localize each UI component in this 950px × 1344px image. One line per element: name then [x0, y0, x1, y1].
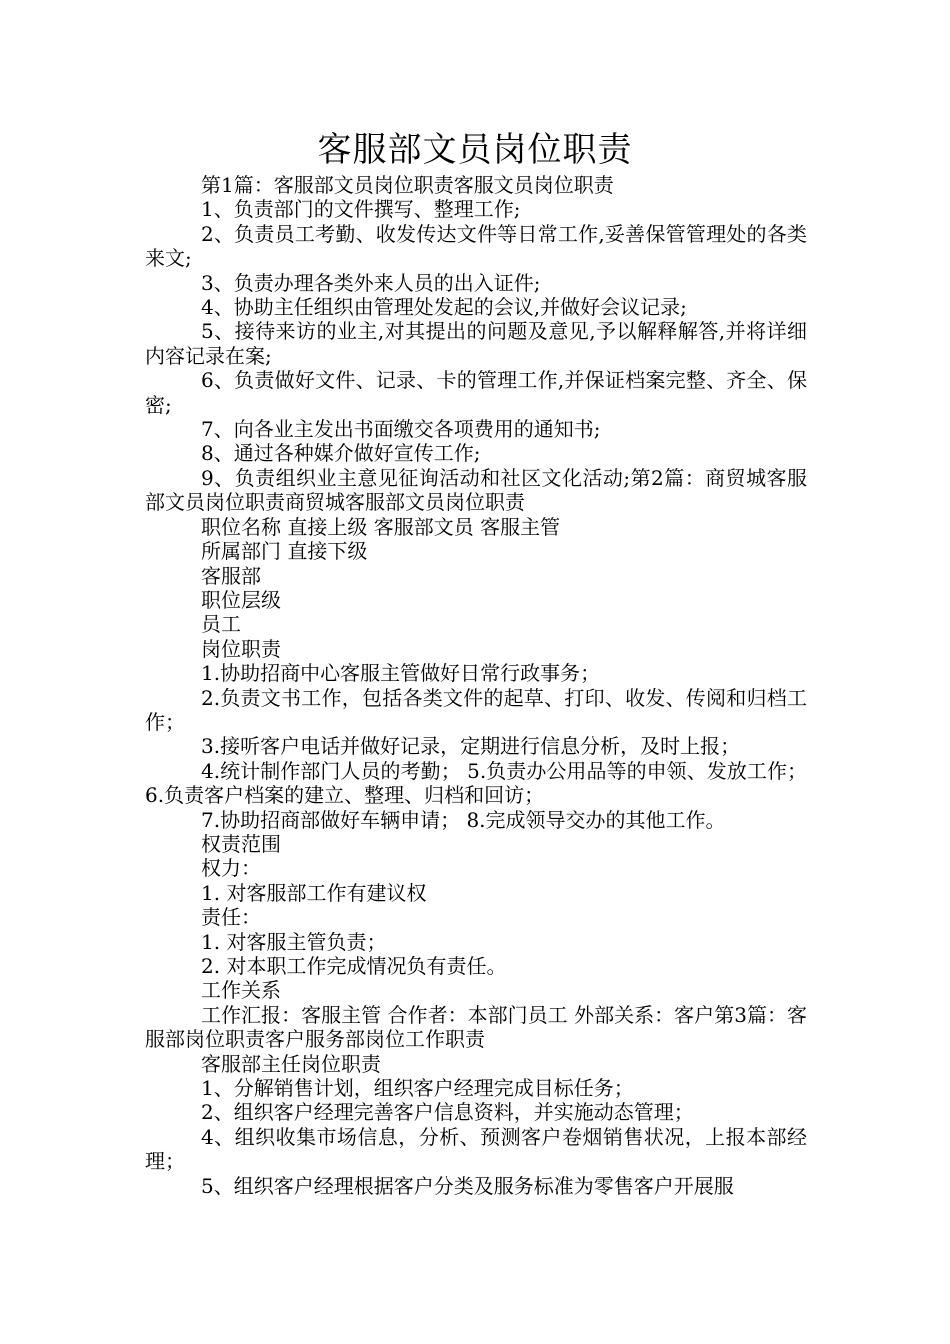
paragraph: 7、向各业主发出书面缴交各项费用的通知书; — [201, 417, 601, 442]
paragraph: 7.协助招商部做好车辆申请； 8.完成领导交办的其他工作。 — [201, 807, 726, 832]
paragraph: 2.负责文书工作，包括各类文件的起草、打印、收发、传阅和归档工作； — [145, 685, 807, 734]
paragraph: 权力： — [201, 856, 261, 881]
document-body — [145, 173, 807, 1198]
paragraph: 4.统计制作部门人员的考勤； 5.负责办公用品等的申领、发放工作； 6.负责客户档案的建立、整理、归档和回访； — [145, 758, 807, 808]
paragraph: 5、接待来访的业主,对其提出的问题及意见,予以解释解答,并将详细内容记录在案; — [145, 319, 807, 368]
paragraph: 1. 对客服部工作有建议权 — [201, 880, 427, 905]
paragraph: 职位名称 直接上级 客服部文员 客服主管 — [201, 514, 561, 539]
paragraph: 1. 对客服主管负责； — [201, 929, 387, 954]
paragraph: 4、协助主任组织由管理处发起的会议,并做好会议记录; — [201, 295, 687, 320]
paragraph: 2、负责员工考勤、收发传达文件等日常工作,妥善保管管理处的各类来文; — [145, 221, 807, 271]
paragraph: 2. 对本职工作完成情况负有责任。 — [201, 954, 507, 978]
paragraph: 8、通过各种媒介做好宣传工作; — [201, 441, 481, 466]
paragraph: 权责范围 — [201, 831, 281, 856]
paragraph: 2、组织客户经理完善客户信息资料，并实施动态管理； — [201, 1100, 694, 1125]
paragraph: 客服部主任岗位职责 — [201, 1051, 381, 1076]
paragraph: 员工 — [201, 612, 241, 637]
paragraph: 客服部 — [201, 563, 261, 588]
paragraph: 6、负责做好文件、记录、卡的管理工作,并保证档案完整、齐全、保密; — [145, 368, 807, 417]
paragraph: 1、负责部门的文件撰写、整理工作; — [201, 197, 521, 222]
paragraph: 工作汇报：客服主管 合作者：本部门员工 外部关系：客户第3篇：客服部岗位职责客户服务部岗位工作职责 — [145, 1002, 807, 1052]
paragraph: 3.接听客户电话并做好记录，定期进行信息分析，及时上报； — [201, 734, 741, 759]
paragraph: 5、组织客户经理根据客户分类及服务标准为零售客户开展服 — [201, 1173, 734, 1198]
paragraph: 4、组织收集市场信息，分析、预测客户卷烟销售状况，上报本部经理； — [145, 1124, 807, 1174]
paragraph: 1、分解销售计划，组织客户经理完成目标任务； — [201, 1076, 634, 1101]
paragraph: 第1篇：客服部文员岗位职责客服文员岗位职责 — [201, 173, 614, 197]
paragraph: 职位层级 — [201, 587, 281, 612]
paragraph: 9、负责组织业主意见征询活动和社区文化活动;第2篇：商贸城客服部文员岗位职责商贸城客服部文员岗位职责 — [145, 465, 807, 515]
document-title: 客服部文员岗位职责 — [317, 130, 633, 170]
paragraph: 责任： — [201, 905, 261, 930]
paragraph: 1.协助招商中心客服主管做好日常行政事务； — [201, 661, 601, 686]
paragraph: 工作关系 — [201, 978, 281, 1003]
paragraph: 3、负责办理各类外来人员的出入证件; — [201, 270, 541, 295]
paragraph: 所属部门 直接下级 — [201, 539, 368, 564]
paragraph: 岗位职责 — [201, 636, 281, 661]
